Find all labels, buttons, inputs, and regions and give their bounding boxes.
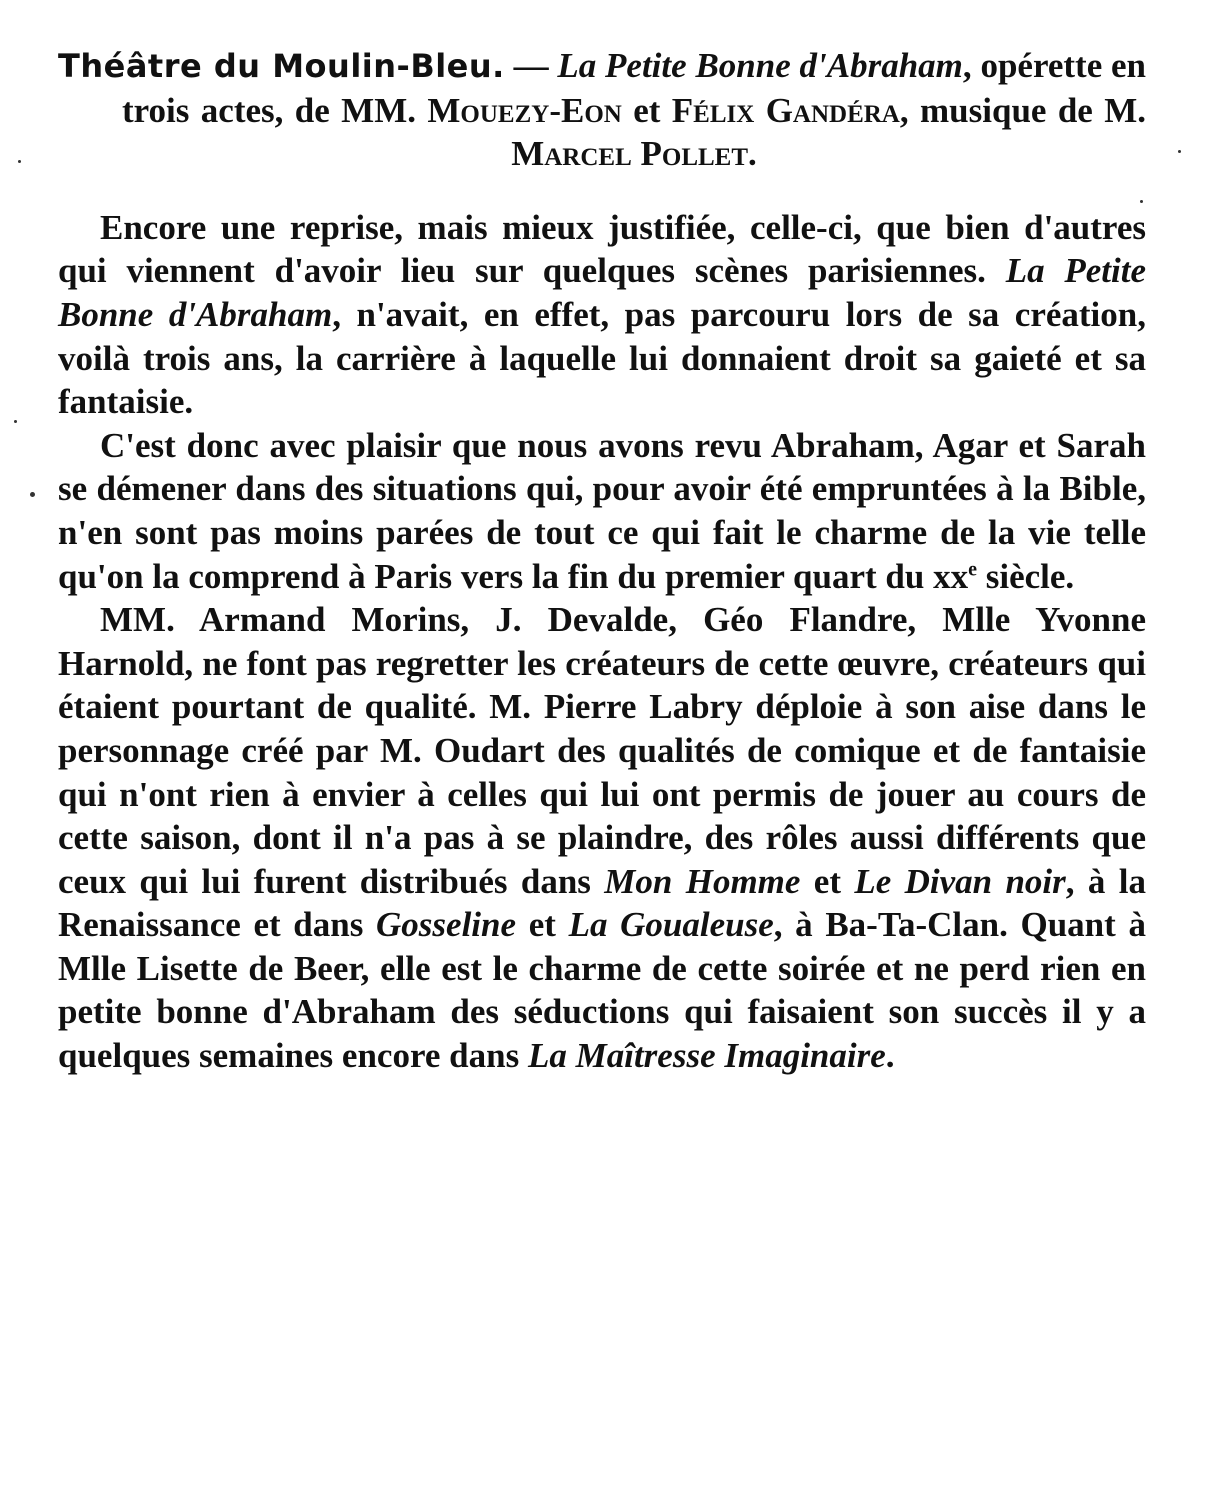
play-title-la-maitresse-imaginaire: La Maîtresse Imaginaire [527, 1036, 886, 1076]
paragraph-1-play-title: La Petite Bonne d'Abraham [58, 251, 1146, 334]
scan-speck [14, 420, 17, 423]
play-title-gosseline: Gosseline [376, 905, 517, 945]
play-title-la-goualeuse: La Goualeuse [568, 905, 774, 945]
review-heading [58, 44, 1146, 176]
play-title-mon-homme: Mon Homme [604, 861, 801, 901]
composer: Marcel Pollet [511, 134, 749, 174]
article [58, 44, 1146, 1078]
scan-speck [30, 492, 35, 497]
author-1: Mouezy-Eon [427, 90, 622, 130]
play-title-le-divan-noir: Le Divan noir [854, 861, 1066, 901]
paragraph-1-text-b: , n'avait, en effet, pas parcouru lors de sa création, voilà trois ans, la carrière à laquelle lui donnaient droit sa gaieté et sa fantaisie. [58, 294, 1146, 422]
paragraph-3 [58, 598, 1146, 1078]
heading-desc-3: , musique de M. [899, 90, 1146, 130]
paragraph-3-text-c: , à la Renaissance et dans [58, 861, 1146, 945]
heading-dash: — [504, 46, 558, 85]
scan-speck [18, 160, 21, 163]
theatre-name: Théâtre du Moulin-Bleu. [58, 47, 505, 85]
paragraph-3-text-a: MM. Armand Morins, J. Devalde, Géo Flandre, Mlle Yvonne Harnold, ne font pas regretter les créateurs de cette œuvre, créateurs qui étaient pourtant de qualité. M. Pierre Labry déploie à son aise dans le personnage créé par M. Oudart des qualités de comique et de fantaisie qui n'ont rien à envier à celles qui lui ont permis de jouer au cours de cette saison, dont il n'a pas à se plaindre, des rôles aussi différents que ceux qui lui furent distribués dans [58, 600, 1146, 901]
heading-desc-1: , opérette en trois actes, de MM. [122, 46, 1147, 130]
paragraph-3-text-b: et [800, 861, 855, 901]
paragraph-2 [58, 424, 1146, 598]
scan-speck [1178, 150, 1181, 153]
scan-speck [1140, 200, 1143, 203]
paragraph-3-text-e: , à Ba-Ta-Clan. Quant à Mlle Lisette de Beer, elle est le charme de cette soirée et ne perd rien en petite bonne d'Abraham des séductions qui faisaient son succès il y a quelques semaines encore dans [58, 905, 1146, 1076]
heading-end: . [748, 134, 757, 174]
paragraph-1 [58, 206, 1146, 424]
author-2: Félix Gandéra [671, 90, 900, 130]
century-superscript: e [968, 557, 977, 580]
heading-desc-2: et [621, 90, 672, 130]
paragraph-3-text-d: et [516, 905, 569, 945]
paragraph-3-text-f: . [885, 1036, 895, 1076]
play-title: La Petite Bonne d'Abraham [557, 46, 963, 85]
paragraph-2-text-a: C'est donc avec plaisir que nous avons revu Abraham, Agar et Sarah se démener dans des situations qui, pour avoir été empruntées à la Bible, n'en sont pas moins parées de tout ce qui fait le charme de la vie telle qu'on la comprend à Paris vers la fin du premier quart du xx [58, 425, 1146, 596]
paragraph-2-text-b: siècle. [976, 556, 1075, 596]
paragraph-1-text-a: Encore une reprise, mais mieux justifiée, celle-ci, que bien d'autres qui viennent d'avoir lieu sur quelques scènes parisiennes. [58, 207, 1146, 291]
